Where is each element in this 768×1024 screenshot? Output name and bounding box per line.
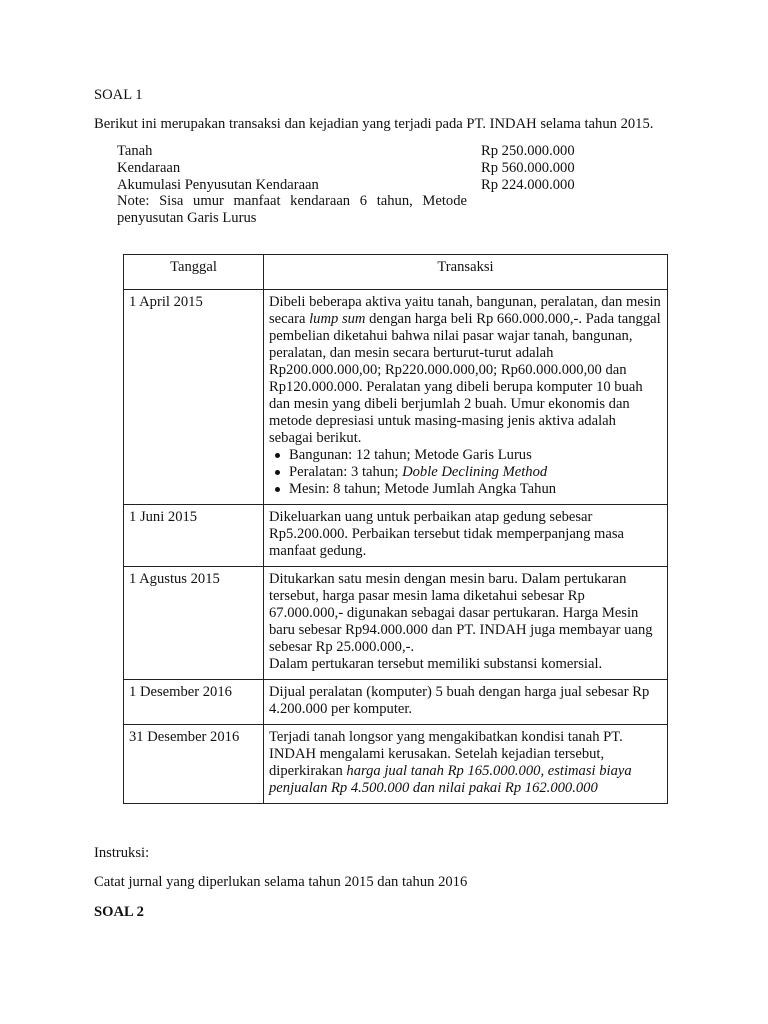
table-header-row [124,255,668,290]
row-text: dengan harga beli Rp 660.000.000,-. Pada tanggal pembelian diketahui bahwa nilai pasar wajar tanah, bangunan, peralatan, dan mesin secara berturut-turut adalah Rp200.000.000,00; Rp220.000.000,00; Rp60.000.000,00 dan Rp120.000.000. Peralatan yang dibeli berupa komputer 10 buah dan mesin yang dibeli berjumlah 2 buah. Umur ekonomis dan metode depresiasi untuk masing-masing jenis aktiva adalah sebagai berikut. [269,311,661,446]
intro-paragraph: Berikut ini merupakan transaksi dan kejadian yang terjadi pada PT. INDAH selama tahun 2015. [94,116,654,132]
instruction-text: Catat jurnal yang diperlukan selama tahun 2015 dan tahun 2016 [94,874,468,890]
row-text: Dalam pertukaran tersebut memiliki substansi komersial. [269,656,603,672]
row-text-italic: harga jual tanah Rp 165.000.000, estimasi biaya penjualan Rp 4.500.000 dan nilai pakai Rp 162.000.000 [269,763,632,796]
row-transaction: Dijual peralatan (komputer) 5 buah dengan harga jual sebesar Rp 4.200.000 per komputer. [264,680,668,725]
list-item [289,464,662,481]
instruction-label: Instruksi: [94,845,150,861]
row-text: Ditukarkan satu mesin dengan mesin baru. Dalam pertukaran tersebut, harga pasar mesin lama diketahui sebesar Rp 67.000.000,- digunakan sebagai dasar pertukaran. Harga Mesin baru sebesar Rp94.000.000 dan PT. INDAH juga membayar uang sebesar Rp 25.000.000,-. [269,571,653,655]
row-text: Dibeli beberapa aktiva yaitu tanah, bangunan, peralatan, dan mesin secara [269,294,661,327]
note-line-2: penyusutan Garis Lurus [117,210,257,226]
row-text: Terjadi tanah longsor yang mengakibatkan kondisi tanah PT. INDAH mengalami kerusakan. Setelah kejadian tersebut, diperkirakan [269,729,623,779]
asset-value-akumulasi: Rp 224.000.000 [481,177,575,193]
asset-label-tanah: Tanah [117,143,153,159]
section-heading-soal-2: SOAL 2 [94,904,144,920]
transactions-table [123,254,668,804]
list-item-text: Bangunan: 12 tahun; Metode Garis Lurus [289,447,532,463]
note-line-1: Note: Sisa umur manfaat kendaraan 6 tahun, Metode [117,193,467,209]
table-row [124,725,668,804]
header-transaksi: Transaksi [264,255,668,290]
row-transaction [264,567,668,680]
note-text [117,193,467,227]
row-transaction [264,290,668,505]
asset-label-kendaraan: Kendaraan [117,160,181,176]
depreciation-list [269,447,662,498]
row-transaction [264,725,668,804]
row-date: 1 Juni 2015 [124,505,264,567]
row-date: 1 April 2015 [124,290,264,505]
asset-value-kendaraan: Rp 560.000.000 [481,160,575,176]
asset-label-akumulasi: Akumulasi Penyusutan Kendaraan [117,177,319,193]
table-row [124,680,668,725]
table-row [124,505,668,567]
section-heading-soal-1: SOAL 1 [94,87,143,103]
row-date: 31 Desember 2016 [124,725,264,804]
list-item [289,447,662,464]
row-transaction: Dikeluarkan uang untuk perbaikan atap gedung sebesar Rp5.200.000. Perbaikan tersebut tidak memperpanjang masa manfaat gedung. [264,505,668,567]
table-row [124,567,668,680]
row-date: 1 Agustus 2015 [124,567,264,680]
list-item [289,481,662,498]
asset-value-tanah: Rp 250.000.000 [481,143,575,159]
table-row [124,290,668,505]
row-date: 1 Desember 2016 [124,680,264,725]
list-item-text: Peralatan: 3 tahun; [289,464,403,480]
header-tanggal: Tanggal [124,255,264,290]
row-text-italic: lump sum [309,311,366,327]
list-item-text: Mesin: 8 tahun; Metode Jumlah Angka Tahun [289,481,557,497]
list-item-text-italic: Doble Declining Method [402,464,548,480]
